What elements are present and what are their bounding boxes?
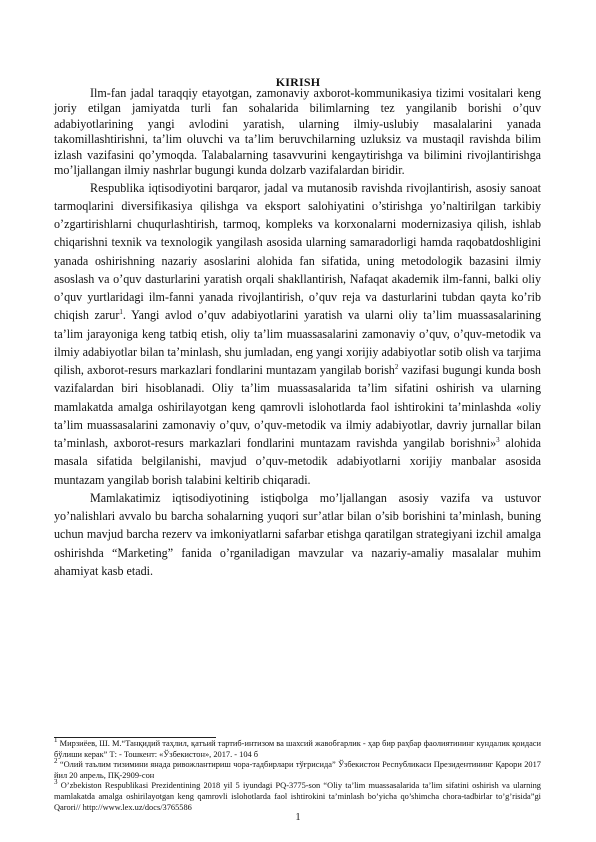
footnote-3 — [54, 778, 541, 813]
footnote-1 — [54, 735, 541, 760]
paragraph-text: . Yangi avlod o’quv adabiyotlarini yaratish va ularni oliy ta’lim muassasalarining ta’lim jarayoniga keng tatbiq etish, oliy ta’lim muassasalarini zamonaviy o’quv, o’quv-metodik va ilmiy adabiyotlar bilan ta’minlash, shu jumladan, eng yangi xorijiy adabiyotlar sotib olish va tarjima qilish, axborot-resurs markazlari fondlarini muntazam yangilab borish — [54, 308, 542, 378]
paragraph-economy — [54, 179, 541, 489]
paragraph-marketing: Mamlakatimiz iqtisodiyotining istiqbolga mo’ljallangan asosiy vazifa va ustuvor yo’nalishlari avvalo bu barcha sohalarning yuqori sur’atlar bilan o’sib borishini ta’minlash, buning uchun mavjud barcha rezerv va imkoniyatlarni safarbar etishga qaratilgan strategiyani izchil amalga oshirishda “Marketing” fanida o’rganiladigan mavzular va nazariy-amaliy masalalar muhim ahamiyat kasb etadi. — [54, 490, 541, 578]
paragraph-text: vazifasi bugungi kunda bosh vazifalardan biri hisoblanadi. Oliy ta’lim muassasalarida ta’lim sifatini oshirish va ularning mamlakatda amalga oshirilayotgan keng qamrovli islohotlarda faol ishtirokini ta’minlashda «oliy ta’lim muassasalarini zamonaviy o’quv, o’quv-metodik va ilmiy adabiyotlar, davriy jurnallar bilan ta’minlash, axborot-resurs markazlari fondlarini muntazam ravishda yangilab borishni» — [54, 363, 541, 451]
body-text — [54, 86, 541, 580]
page-number: 1 — [295, 812, 301, 823]
paragraph-text: alohida masala sifatida belgilanishi, mavjud o’quv-metodik adabiyotlarni xorijiy manbalar asosida muntazam yangilab borish talabini keltirib chiqaradi. — [54, 436, 541, 487]
footnote-mark: 3 — [54, 778, 58, 787]
footnote-ref-1[interactable]: 1 — [119, 307, 123, 316]
footnotes — [54, 735, 541, 813]
footnote-mark: 2 — [54, 756, 58, 765]
paragraph-intro: Ilm-fan jadal taraqqiy etayotgan, zamonaviy axborot-kommunikasiya tizimi vositalari keng joriy etilgan jamiyatda turli fan sohalarida bilimlarning tez yangilanib borishi o’quv adabiyotlarining yangi avlodini yaratish, ularning ilmiy-uslubiy masalalarini yanada takomillashtirishni, ta’lim oluvchi va ta’lim beruvchilarning uzluksiz va mustaqil ravishda bilim izlash vazifasini qo’ymoqda. Talabalarning tasavvurini kengaytirishga va bilimini rivojlantirishga mo’ljallangan ilmiy nashrlar bugungi kunda dolzarb vazifalardan biridir. — [54, 86, 541, 178]
section-heading: KIRISH — [275, 75, 321, 89]
footnote-divider — [54, 737, 216, 738]
footnote-2 — [54, 756, 541, 781]
footnote-mark: 1 — [54, 735, 58, 744]
footnote-text: Мирзиёев, Ш. М.“Танқидий таҳлил, қатъий тартиб-интизом ва шахсий жавобгарлик - ҳар бир раҳбар фаолиятининг кундалик қоидаси бўлиши керак” Т: - Тошкент: «Ўзбекистон», 2017. - 104 б — [54, 739, 541, 759]
footnote-text: O’zbekiston Respublikasi Prezidentining 2018 yil 5 iyundagi PQ-3775-son “Oliy ta’lim muassasalarida ta’lim sifatini oshirish va ularning mamlakatda amalga oshirilayotgan keng qamrovli islohotlarda faol ishtirokini ta’minlash bo’yicha qo’shimcha chora-tadbirlar to’g’risida”gi Qarori// http://www.lex.uz/docs/3765586 — [54, 781, 541, 812]
paragraph-text: Respublika iqtisodiyotini barqaror, jadal va mutanosib ravishda rivojlantirish, asosiy sanoat tarmoqlarini diversifikasiya qilishga va eksport salohiyatini o’stirishga yo’naltirilgan tarkibiy o’zgartirishlarni chuqurlashtirish, tarmoq, kompleks va korxonalarni modernizasiya qilish, ishlab chiqarishni texnik va texnologik yangilash asosida ularning samaradorligi hamda raqobatdoshligini yanada oshirishning nazariy asoslarini alohida fan sifatida, uning metodologik bazasini ilmiy asoslash va o’quv dasturlarini yaratish orqali shakllantirish, Nafaqat akademik ilm-fanni, balki oliy o’quv yurtlaridagi ilm-fanni yanada rivojlantirish, o’quv reja va dasturlarini tubdan qayta ko’rib chiqish zarur — [54, 180, 541, 323]
footnote-text: “Олий таълим тизимини янада ривожлантириш чора-тадбирлари тўғрисида” Ўзбекистон Республикаси Президентининг Қарори 2017 йил 20 апрель, ПҚ-2909-сон — [54, 760, 541, 780]
footnote-ref-2[interactable]: 2 — [394, 362, 399, 371]
footnote-ref-3[interactable]: 3 — [496, 435, 500, 444]
